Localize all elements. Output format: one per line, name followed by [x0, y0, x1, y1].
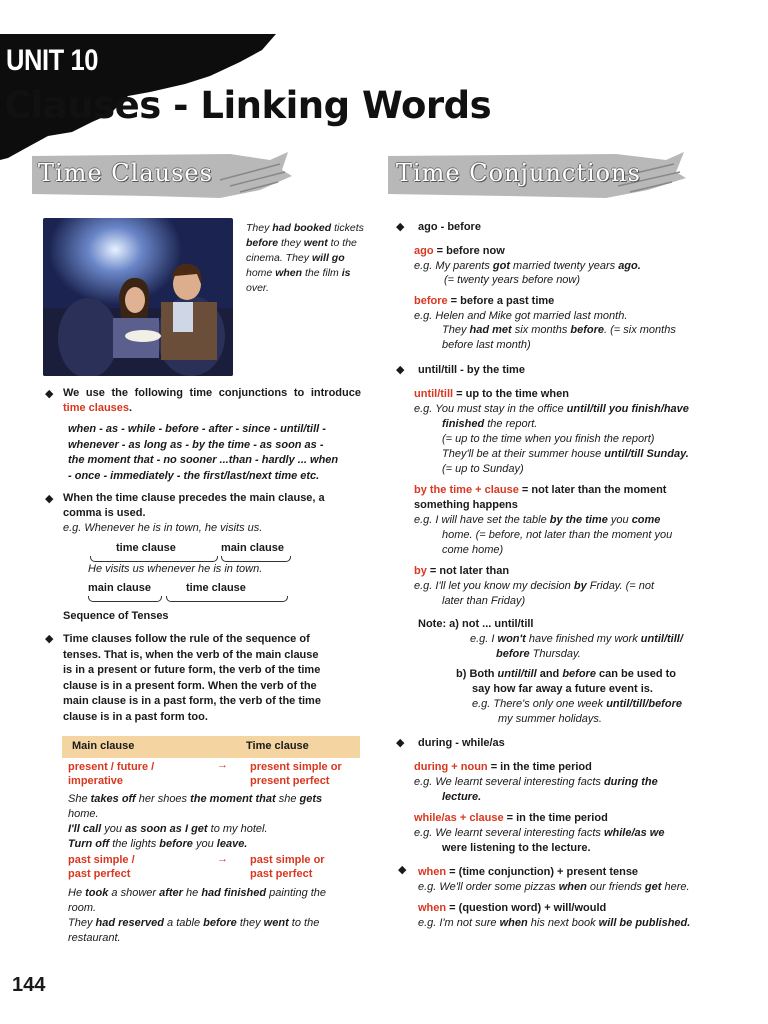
arrow-icon: → [217, 853, 228, 865]
header-main-clause: Main clause [72, 740, 135, 752]
row2-examples: He took a shower after he had finished painting the room. They had reserved a table before they went to the restaurant. [68, 887, 327, 944]
when-time-block: when = (time conjunction) + present tense e.g. We'll order some pizzas when our friends get here. [418, 866, 690, 893]
unit-label: UNIT 10 [6, 44, 98, 77]
subsection-during-while: during - while/as [418, 737, 505, 749]
sequence-rule [63, 632, 363, 725]
conjunction-line: the moment that - no sooner ...than - hardly ... when [68, 454, 339, 466]
arrow-icon: → [217, 759, 228, 771]
tense-table-header [62, 736, 360, 758]
page-number: 144 [12, 974, 46, 996]
conjunction-line: whenever - as long as - by the time - as soon as - [68, 438, 324, 451]
row-text: past simple or [250, 854, 325, 866]
bullet-intro [63, 386, 361, 416]
rule-line: clause is in a present form. When the verb of the [63, 679, 317, 692]
conjunction-line: - once - immediately - the first/last/next time etc. [68, 469, 320, 482]
conjunction-list [68, 422, 364, 484]
diamond-bullet-icon: ◆ [45, 633, 54, 645]
conjunction-line: when - as - while - before - after - since - until/till - [68, 423, 326, 435]
time-clauses-term: time clauses [63, 402, 130, 414]
when-question-block: when = (question word) + will/would e.g. I'm not sure when his next book will be published. [418, 902, 691, 929]
cinema-photo [43, 218, 233, 376]
header-time-clause: Time clause [246, 740, 309, 752]
rule-line: tenses. That is, when the verb of the main clause [63, 648, 319, 661]
caption-text: had booked [272, 222, 332, 234]
until-block: until/till = up to the time when e.g. You must stay in the office until/till you finish/have finished the report. (= up to the time when you finish the report) They'll be at their summer house until/till Sunday. (= up to Sunday) [414, 388, 689, 475]
diamond-bullet-icon: ◆ [45, 493, 54, 505]
photo-caption [246, 221, 366, 296]
caption-text: is [341, 267, 351, 279]
chapter-title: Clauses - Linking Words [4, 84, 492, 127]
comma-rule: When the time clause precedes the main clause, a comma is used. [63, 492, 325, 519]
row1-time-clause [250, 760, 342, 788]
caption-text: went [303, 237, 328, 249]
subsection-until-bythetime: until/till - by the time [418, 364, 525, 376]
caption-text: the film [302, 267, 342, 279]
diamond-bullet-icon: ◆ [398, 864, 407, 876]
caption-text: to the cinema. They [246, 237, 357, 264]
diamond-bullet-icon: ◆ [396, 737, 405, 749]
during-block: during + noun = in the time period e.g. We learnt several interesting facts during the lecture. [414, 761, 658, 803]
comma-example: e.g. Whenever he is in town, he visits us. [63, 522, 263, 534]
label-time-clause: time clause [116, 542, 176, 554]
row-text: past perfect [68, 868, 131, 880]
label-main-clause: main clause [221, 542, 284, 554]
ago-block: ago = before now e.g. My parents got married twenty years ago. (= twenty years before now) [414, 245, 641, 286]
bythetime-block: by the time + clause = not later than the moment something happens e.g. I will have set the table by the time you come home. (= before, not later than the moment you come home) [414, 484, 673, 556]
before-block: before = before a past time e.g. Helen and Mike got married last month. They had met six months before. (= six months before last month) [414, 295, 676, 351]
brace-time-clause-2 [166, 596, 288, 602]
rule-line: is in a present or future form, the verb of the time [63, 664, 321, 676]
time-conjunctions-title: Time Conjunctions [396, 159, 641, 187]
caption-text: before [246, 237, 279, 249]
sequence-title: Sequence of Tenses [63, 610, 169, 622]
rule-line: Time clauses follow the rule of the sequence of [63, 633, 310, 645]
diamond-bullet-icon: ◆ [396, 221, 405, 233]
label-time-clause-2: time clause [186, 582, 246, 594]
brace-main-clause-2 [88, 596, 162, 602]
time-clauses-banner [30, 150, 292, 202]
row1-main-clause [68, 760, 154, 788]
note-block: Note: a) not ... until/till e.g. I won't have finished my work until/till/ before Thursday. b) Both until/till and before can be used to say how far away a future event is. e.g. There's only one week until/till/before my summer holidays. [418, 618, 683, 725]
by-block: by = not later than e.g. I'll let you know my decision by Friday. (= not later than Friday) [414, 565, 655, 607]
example-reordered: He visits us whenever he is in town. [88, 563, 263, 575]
diamond-bullet-icon: ◆ [396, 364, 405, 376]
caption-text: when [275, 267, 303, 279]
row-text: past perfect [250, 868, 313, 880]
caption-text: They [246, 222, 273, 234]
caption-text: tickets [331, 222, 364, 234]
caption-text: will go [311, 252, 345, 264]
row-text: present simple or [250, 761, 342, 773]
time-clauses-title: Time Clauses [38, 159, 213, 187]
while-block: while/as + clause = in the time period e.g. We learnt several interesting facts while/as we were listening to the lecture. [414, 812, 665, 854]
row2-time-clause [250, 853, 325, 881]
rule-line: clause is in a past form too. [63, 710, 208, 723]
caption-text: home [246, 267, 276, 279]
caption-text: they [278, 237, 304, 249]
row2-main-clause [68, 853, 135, 881]
rule-line: main clause is in a past form, the verb of the time [63, 695, 321, 707]
bullet-text: . [129, 402, 133, 414]
row-text: present perfect [250, 775, 330, 787]
row1-examples: She takes off her shoes the moment that she gets home. I'll call you as soon as I get to my hotel. Turn off the lights before you leave. [68, 793, 323, 850]
row-text: past simple / [68, 854, 135, 866]
time-conjunctions-banner [386, 150, 686, 202]
diamond-bullet-icon: ◆ [45, 388, 54, 400]
subsection-ago-before: ago - before [418, 221, 481, 233]
label-main-clause-2: main clause [88, 582, 151, 594]
bullet-text: We use the following time conjunctions to introduce [63, 387, 361, 399]
row-text: imperative [68, 775, 124, 787]
caption-text: over. [246, 282, 269, 294]
row-text: present / future / [68, 761, 155, 773]
